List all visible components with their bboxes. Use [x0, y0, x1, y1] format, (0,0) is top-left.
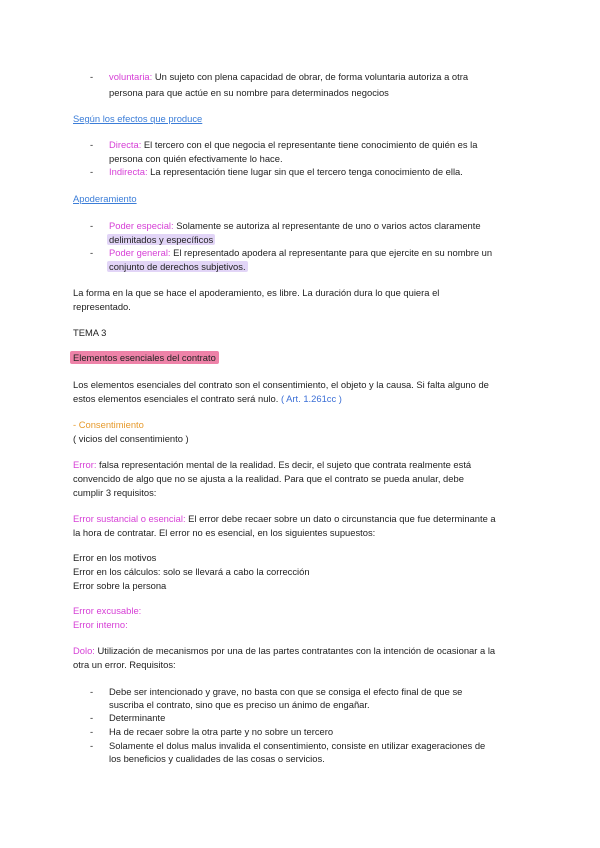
bullet: -: [90, 247, 94, 258]
bullet: -: [90, 712, 94, 723]
poder-general-label: Poder general:: [109, 247, 171, 258]
bullet: -: [90, 740, 94, 751]
error-interno-label: Error interno:: [73, 619, 128, 630]
consentimiento-sub: ( vicios del consentimiento ): [73, 433, 189, 444]
dolo-req-2: Determinante: [109, 712, 166, 723]
indirecta-label: Indirecta:: [109, 166, 148, 177]
forma-line-1: La forma en la que se hace el apoderamiento, es libre. La duración dura lo que quiera el: [73, 287, 440, 298]
error-line-2: convencido de algo que no se ajusta a la realidad. Para que el contrato se pueda anular, debe: [73, 473, 464, 484]
error-line-3: cumplir 3 requisitos:: [73, 487, 157, 498]
error-text: falsa representación mental de la realidad. Es decir, el sujeto que contrata realmente está: [96, 459, 472, 470]
tema-title: TEMA 3: [73, 327, 107, 338]
error-label: Error:: [73, 459, 97, 470]
highlight: delimitados y específicos: [109, 234, 214, 245]
article-reference: ( Art. 1.261cc ): [280, 393, 342, 404]
bullet: -: [90, 220, 94, 231]
poder-general-text: El representado apodera al representante para que ejercite en su nombre un: [170, 247, 493, 258]
directa-line-1: [109, 138, 477, 152]
intro-line-1: Los elementos esenciales del contrato son el consentimiento, el objeto y la causa. Si falta alguno de: [73, 379, 489, 390]
section-heading: [70, 351, 219, 365]
voluntaria-line-2: persona para que actúe en su nombre para determinados negocios: [109, 87, 389, 98]
supuesto-item: Error sobre la persona: [73, 580, 167, 591]
dolo-req-1-line-1: Debe ser intencionado y grave, no basta con que se consiga el efecto final de que se: [109, 686, 463, 697]
dolo-text: Utilización de mecanismos por una de las partes contratantes con la intención de ocasionar a la: [94, 645, 496, 656]
forma-line-2: representado.: [73, 301, 131, 312]
poder-general-line-2: [107, 260, 248, 274]
bullet: -: [90, 139, 94, 150]
intro-line-2: [73, 392, 342, 406]
error-sustancial-label: Error sustancial o esencial:: [73, 513, 186, 524]
directa-label: Directa:: [109, 139, 142, 150]
dolo-req-3: Ha de recaer sobre la otra parte y no sobre un tercero: [109, 726, 334, 737]
bullet: -: [90, 686, 94, 697]
efectos-heading[interactable]: Según los efectos que produce: [73, 113, 203, 124]
poder-especial-text: Solamente se autoriza al representante de uno o varios actos claramente: [173, 220, 481, 231]
section-heading-highlight: Elementos esenciales del contrato: [70, 351, 219, 364]
voluntaria-label: voluntaria:: [109, 71, 153, 82]
poder-especial-line-1: [109, 219, 481, 233]
directa-text: El tercero con el que negocia el representante tiene conocimiento de quién es la: [141, 139, 478, 150]
voluntaria-text: Un sujeto con plena capacidad de obrar, de forma voluntaria autoriza a otra: [152, 71, 469, 82]
indirecta-text: La representación tiene lugar sin que el tercero tenga conocimiento de ella.: [147, 166, 463, 177]
apoderamiento-heading[interactable]: Apoderamiento: [73, 193, 137, 204]
voluntaria-line-1: [109, 70, 468, 84]
consentimiento-title: - Consentimiento: [73, 419, 144, 430]
error-sustancial-text: El error debe recaer sobre un dato o circunstancia que fue determinante a: [185, 513, 496, 524]
bullet: -: [90, 71, 94, 82]
poder-general-line-1: [109, 246, 492, 260]
bullet: -: [90, 166, 94, 177]
dolo-req-4-line-1: Solamente el dolus malus invalida el consentimiento, consiste en utilizar exageraciones de: [109, 740, 486, 751]
indirecta-line: [109, 165, 463, 179]
error-line-1: [73, 458, 471, 472]
intro-text: estos elementos esenciales el contrato será nulo.: [73, 393, 281, 404]
bullet: -: [90, 726, 94, 737]
supuesto-item: Error en los motivos: [73, 552, 157, 563]
highlight: conjunto de derechos subjetivos.: [109, 261, 246, 272]
dolo-label: Dolo:: [73, 645, 95, 656]
poder-especial-line-2: [107, 233, 215, 247]
dolo-req-4-line-2: los beneficios y cualidades de las cosas o servicios.: [109, 753, 325, 764]
error-sustancial-line-1: [73, 512, 496, 526]
dolo-line-1: [73, 644, 495, 658]
supuesto-item: Error en los cálculos: solo se llevará a cabo la corrección: [73, 566, 310, 577]
directa-line-2: persona con quién efectivamente lo hace.: [109, 153, 283, 164]
error-excusable-label: Error excusable:: [73, 605, 142, 616]
error-sustancial-line-2: la hora de contratar. El error no es esencial, en los siguientes supuestos:: [73, 527, 376, 538]
dolo-line-2: otra un error. Requisitos:: [73, 659, 176, 670]
poder-especial-label: Poder especial:: [109, 220, 174, 231]
dolo-req-1-line-2: suscriba el contrato, sino que es preciso un ánimo de engañar.: [109, 699, 370, 710]
